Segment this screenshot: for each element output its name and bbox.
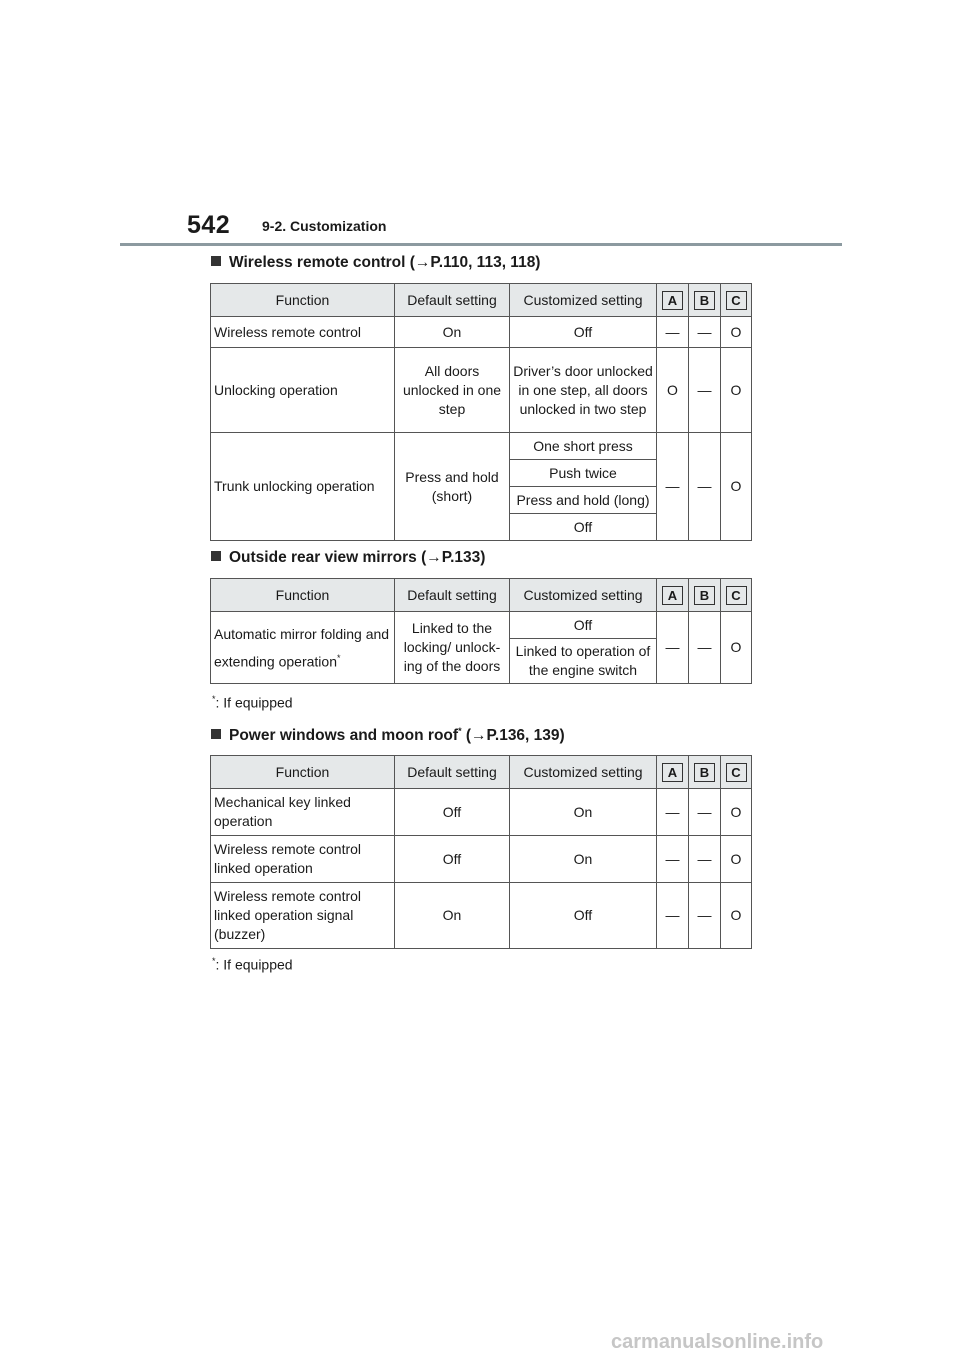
section-title-wireless-remote: Wireless remote control (→P.110, 113, 118) (211, 254, 540, 272)
col-c-badge: C (726, 291, 747, 310)
footnote: *: If equipped (212, 956, 293, 973)
table-header-row: Function Default setting Customized setting A B C (211, 579, 752, 612)
col-b-badge: B (694, 291, 715, 310)
mirrors-table (210, 578, 752, 684)
table-row: Press and hold (long) (211, 487, 752, 514)
table-row: Wireless remote control linked operation Off On — — O (211, 836, 752, 883)
table-row: Mechanical key linked operation Off On — — O (211, 789, 752, 836)
table-row: Push twice (211, 460, 752, 487)
table-row: Off (211, 514, 752, 541)
col-a-badge: A (662, 291, 683, 310)
power-windows-table (210, 755, 752, 949)
bullet-square-icon (211, 551, 221, 561)
table-row: Unlocking operation All doors unlocked in one step Driver’s door unlocked in one step, all doors unlocked in two step O — O (211, 348, 752, 433)
section-title-mirrors: Outside rear view mirrors (→P.133) (211, 549, 485, 567)
table-row: Wireless remote control On Off — — O (211, 317, 752, 348)
page-number: 542 (187, 211, 231, 239)
footnote: *: If equipped (212, 694, 293, 711)
table-header-row: Function Default setting Customized setting A B C (211, 756, 752, 789)
table-row: Linked to operation of the engine switch (211, 639, 752, 684)
table-row: Automatic mirror folding and extending operation* Linked to the locking/ unlock-ing of the doors Off — — O (211, 612, 752, 639)
col-default: Default setting (395, 284, 510, 317)
col-function: Function (211, 284, 395, 317)
table-row: Wireless remote control linked operation signal (buzzer) On Off — — O (211, 883, 752, 949)
header-rule (120, 243, 842, 246)
col-customized: Customized setting (510, 284, 657, 317)
bullet-square-icon (211, 256, 221, 266)
table-row: Trunk unlocking operation Press and hold (short) One short press — — O (211, 433, 752, 460)
watermark: carmanualsonline.info (611, 1331, 824, 1353)
bullet-square-icon (211, 729, 221, 739)
table-header-row (211, 284, 752, 317)
chapter-title: 9-2. Customization (262, 218, 387, 234)
wireless-remote-table (210, 283, 752, 541)
section-title-power-windows: Power windows and moon roof* (→P.136, 139) (211, 726, 565, 745)
